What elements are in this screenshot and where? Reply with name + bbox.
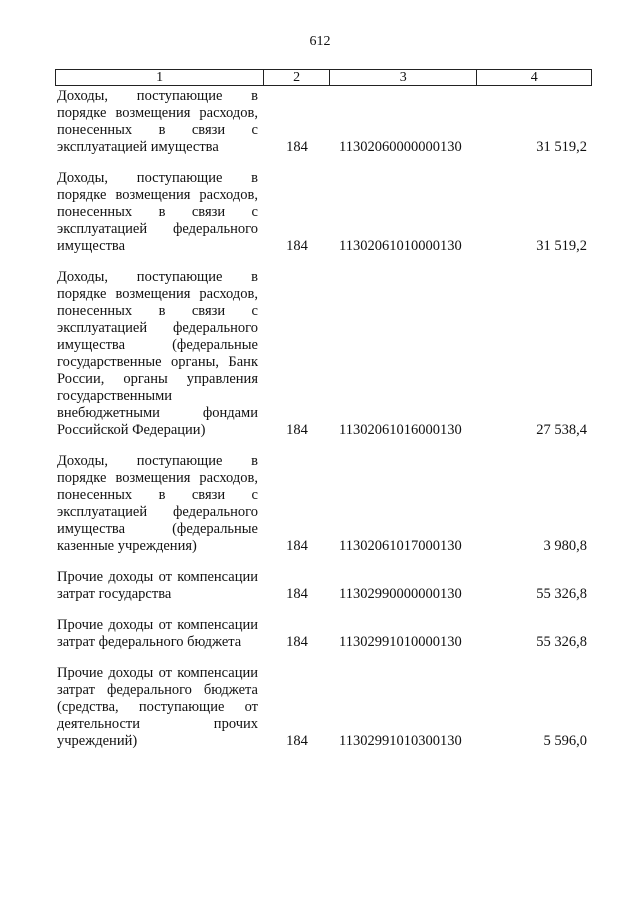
table-row bbox=[57, 665, 592, 750]
row-description: Доходы, поступающие в порядке возмещения расходов, понесенных в связи с эксплуатацией федерального имущества (федеральные государственные органы, Банк России, органы управления государственными внебюджетными фондами Российской Федерации) bbox=[57, 269, 258, 438]
row-kbk: 11302061017000130 bbox=[339, 538, 462, 554]
row-kbk: 11302991010000130 bbox=[339, 634, 462, 650]
row-description: Доходы, поступающие в порядке возмещения расходов, понесенных в связи с эксплуатацией федерального имущества (федеральные казенные учреждения) bbox=[57, 453, 258, 554]
row-kbk: 11302991010300130 bbox=[339, 733, 462, 749]
row-amount: 31 519,2 bbox=[536, 238, 587, 254]
row-kbk: 11302060000000130 bbox=[339, 139, 462, 155]
table-body bbox=[57, 88, 592, 764]
table-row bbox=[57, 88, 592, 156]
row-description: Доходы, поступающие в порядке возмещения расходов, понесенных в связи с эксплуатацией имущества bbox=[57, 88, 258, 155]
row-amount: 55 326,8 bbox=[536, 586, 587, 602]
row-admin-code: 184 bbox=[286, 238, 308, 254]
row-kbk: 11302061016000130 bbox=[339, 422, 462, 438]
row-amount: 5 596,0 bbox=[543, 733, 587, 749]
table-header bbox=[55, 69, 592, 86]
table-row bbox=[57, 170, 592, 255]
row-admin-code: 184 bbox=[286, 139, 308, 155]
table-row bbox=[57, 269, 592, 439]
row-amount: 27 538,4 bbox=[536, 422, 587, 438]
table-row bbox=[57, 569, 592, 603]
row-admin-code: 184 bbox=[286, 634, 308, 650]
table-row bbox=[57, 453, 592, 555]
row-admin-code: 184 bbox=[286, 586, 308, 602]
row-kbk: 11302061010000130 bbox=[339, 238, 462, 254]
row-admin-code: 184 bbox=[286, 538, 308, 554]
row-admin-code: 184 bbox=[286, 733, 308, 749]
header-col-4: 4 bbox=[530, 70, 538, 85]
row-description: Доходы, поступающие в порядке возмещения расходов, понесенных в связи с эксплуатацией федерального имущества bbox=[57, 170, 258, 254]
page-number: 612 bbox=[309, 34, 331, 49]
row-description: Прочие доходы от компенсации затрат государства bbox=[57, 569, 258, 602]
row-admin-code: 184 bbox=[286, 422, 308, 438]
row-description: Прочие доходы от компенсации затрат федерального бюджета (средства, поступающие от деятельности прочих учреждений) bbox=[57, 665, 258, 749]
row-description: Прочие доходы от компенсации затрат федерального бюджета bbox=[57, 617, 258, 650]
row-amount: 3 980,8 bbox=[543, 538, 587, 554]
row-amount: 55 326,8 bbox=[536, 634, 587, 650]
row-amount: 31 519,2 bbox=[536, 139, 587, 155]
row-kbk: 11302990000000130 bbox=[339, 586, 462, 602]
header-col-1: 1 bbox=[56, 70, 264, 85]
header-col-3: 3 bbox=[330, 70, 477, 85]
header-col-2: 2 bbox=[264, 70, 330, 85]
table-row bbox=[57, 617, 592, 651]
